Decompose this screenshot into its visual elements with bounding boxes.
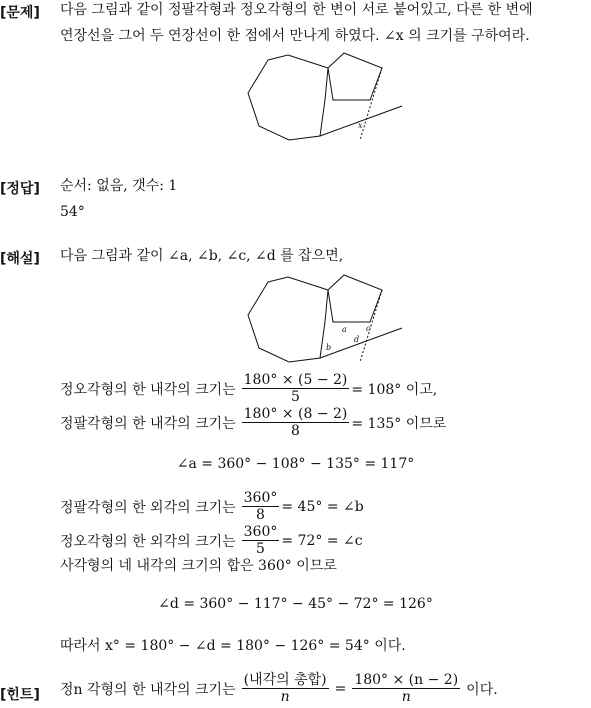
problem-label: [문제] (0, 5, 40, 21)
pentagon-exterior-fraction (242, 524, 280, 557)
octagon-exterior-prefix: 정팔각형의 한 외각의 크기는 (60, 499, 236, 516)
octagon-exterior-suffix: = 45° = ∠b (281, 498, 364, 515)
pentagon-exterior-line (60, 524, 363, 557)
angle-d-equation: ∠d = 360° − 117° − 45° − 72° = 126° (158, 596, 433, 612)
fraction-denominator: 5 (291, 389, 300, 405)
conclusion-line: 따라서 x° = 180° − ∠d = 180° − 126° = 54° 이다. (60, 638, 406, 654)
fraction-numerator: 180° × (8 − 2) (243, 406, 348, 422)
figure-label-c: c (366, 324, 371, 333)
pentagon-interior-prefix: 정오각형의 한 내각의 크기는 (60, 381, 236, 398)
answer-meta: 순서: 없음, 갯수: 1 (60, 178, 178, 194)
hint-line (60, 672, 498, 705)
angle-a-equation: ∠a = 360° − 108° − 135° = 117° (176, 456, 415, 472)
fraction-numerator: 180° × (n − 2) (354, 672, 459, 688)
quad-sum-line: 사각형의 네 내각의 크기의 합은 360° 이므로 (60, 558, 337, 574)
fraction-denominator: n (401, 689, 411, 705)
octagon-interior-suffix: = 135° 이므로 (351, 415, 447, 432)
problem-line-1: 다음 그림과 같이 정팔각형과 정오각형의 한 변이 서로 붙어있고, 다른 한 변에 (60, 2, 533, 18)
pentagon-interior-suffix: = 108° 이고, (351, 381, 438, 398)
figure-label-a: a (342, 325, 347, 334)
hint-suffix: 이다. (466, 681, 498, 698)
hint-prefix: 정n 각형의 한 내각의 크기는 (60, 681, 236, 698)
explanation-intro: 다음 그림과 같이 ∠a, ∠b, ∠c, ∠d 를 잡으면, (60, 248, 344, 264)
octagon-exterior-line (60, 490, 364, 523)
octagon-exterior-fraction (242, 490, 280, 523)
problem-line-2: 연장선을 그어 두 연장선이 한 점에서 만나게 하였다. ∠x 의 크기를 구하여라. (60, 28, 530, 44)
hint-fraction-2 (352, 672, 460, 705)
pentagon-exterior-suffix: = 72° = ∠c (281, 532, 363, 549)
problem-figure (240, 48, 410, 148)
fraction-denominator: 8 (256, 507, 265, 523)
explanation-figure (240, 270, 410, 370)
pentagon-exterior-prefix: 정오각형의 한 외각의 크기는 (60, 533, 236, 550)
figure-label-x: x (358, 121, 363, 130)
fraction-denominator: 8 (291, 423, 300, 439)
figure-label-b: b (326, 343, 332, 352)
octagon-interior-fraction (242, 406, 350, 439)
octagon-interior-prefix: 정팔각형의 한 내각의 크기는 (60, 415, 236, 432)
octagon-interior-line (60, 406, 446, 439)
answer-label: [정답] (0, 181, 40, 197)
fraction-numerator: (내각의 총합) (243, 672, 327, 688)
fraction-numerator: 180° × (5 − 2) (243, 372, 348, 388)
hint-fraction-1 (242, 672, 329, 705)
hint-equals: = (334, 680, 347, 697)
figure-label-d: d (354, 335, 360, 344)
explanation-label: [해설] (0, 251, 40, 267)
hint-label: [힌트] (0, 687, 40, 703)
fraction-numerator: 360° (243, 490, 278, 506)
pentagon-interior-fraction (242, 372, 350, 405)
pentagon-interior-line (60, 372, 437, 405)
fraction-numerator: 360° (243, 524, 278, 540)
fraction-denominator: n (280, 689, 290, 705)
answer-value: 54° (60, 204, 85, 220)
fraction-denominator: 5 (256, 541, 265, 557)
